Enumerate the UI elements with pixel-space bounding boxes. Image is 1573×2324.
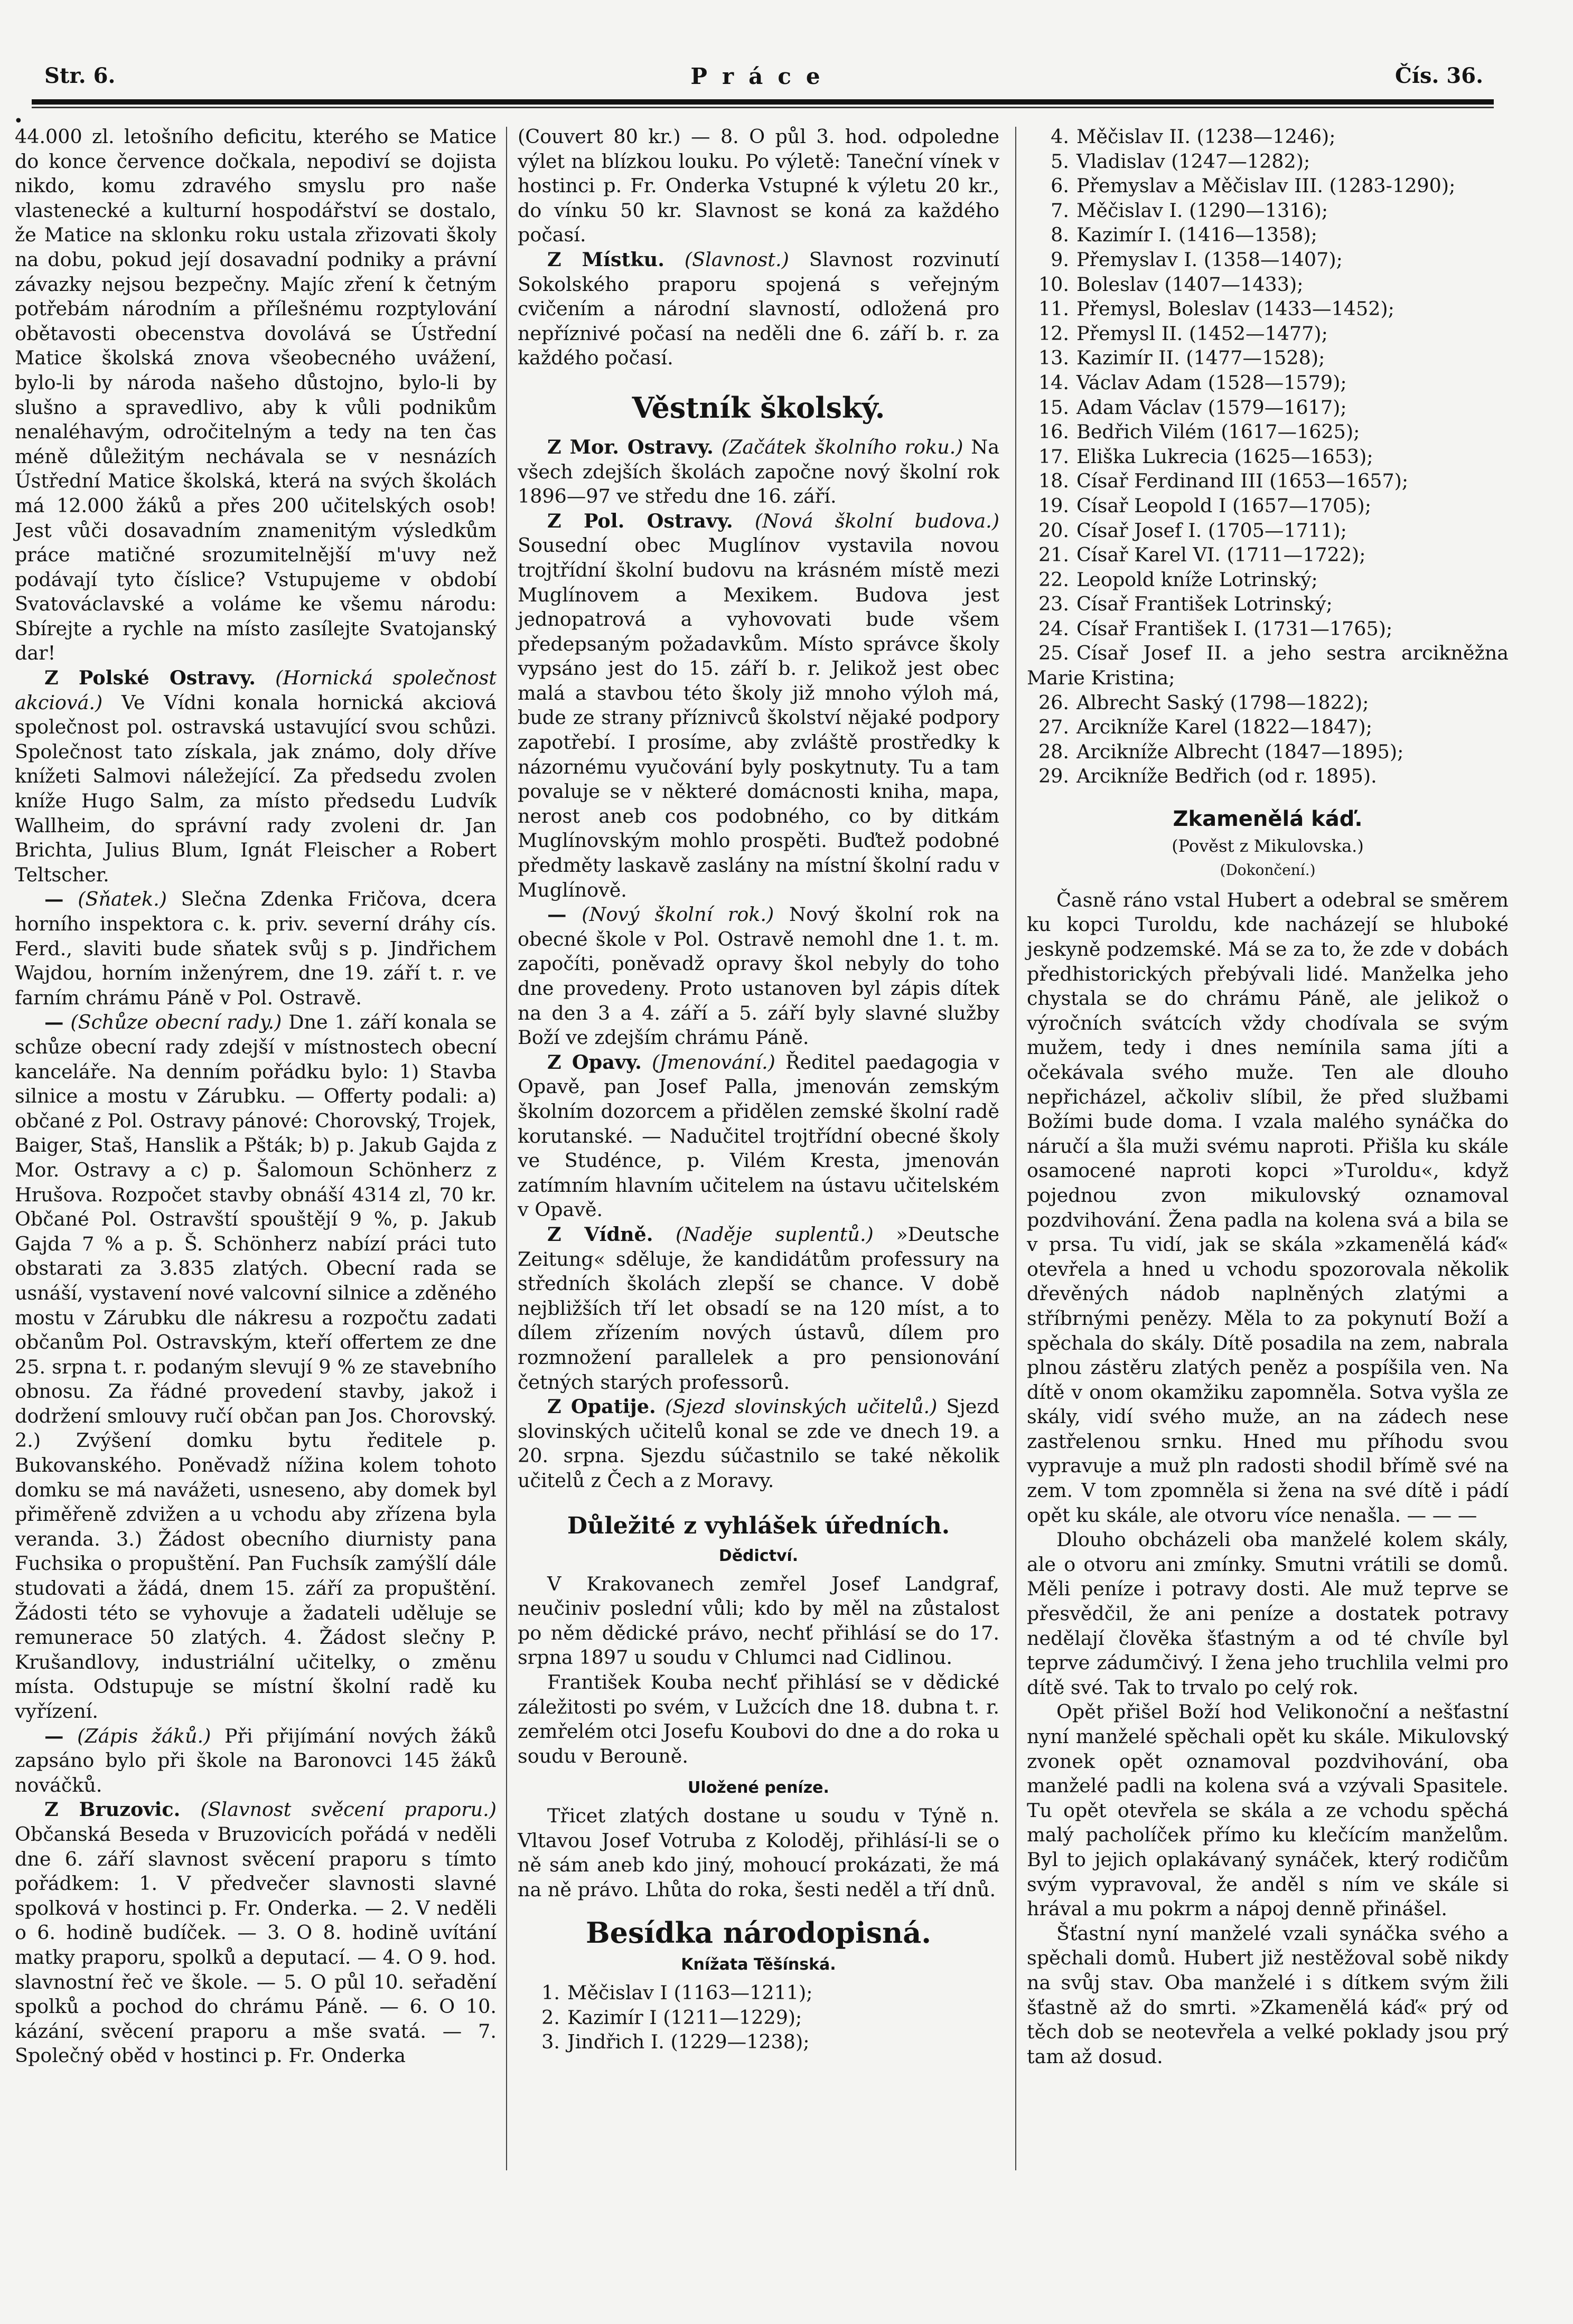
article-text: František Kouba nechť přihlásí se v dědické záležitosti po svém, v Lužcích dne 18. dubna t. r. zemřelém otci Josefu Koubovi do dne a do roka u soudu v Berouně. (518, 1671, 999, 1767)
ruler-name: Albrecht Saský (1798—1822); (1076, 691, 1369, 714)
article-text: Slečna Zdenka Fričova, dcera horního inspektora c. k. priv. severní dráhy cís. Ferd., slaviti bude sňatek svůj s p. Jindřichem Wajdou, horním inženýrem, dne 19. září t. r. ve farním chrámu Páně v Pol. Ostravě. (15, 888, 497, 1009)
ruler-number: 29. (1038, 765, 1069, 788)
ruler-number: 6. (1051, 174, 1069, 197)
article-paragraph (15, 666, 497, 887)
column-3 (1027, 125, 1509, 2069)
ruler-number: 8. (1051, 223, 1069, 247)
article-text: Sjezd slovinských učitelů konal se zde ve dnech 19. a 20. srpna. Sjezdu súčastnilo se také několik učitelů z Čech a z Moravy. (518, 1395, 999, 1492)
article-paragraph (1027, 1700, 1509, 1921)
ruler-entry (1027, 248, 1509, 272)
ruler-entry (1027, 469, 1509, 494)
article-paragraph (518, 1050, 999, 1222)
article-paragraph (1027, 1922, 1509, 2069)
ruler-name: Adam Václav (1579—1617); (1076, 396, 1347, 419)
ruler-number: 26. (1038, 691, 1069, 714)
ruler-entry (1027, 445, 1509, 469)
article-paragraph (518, 902, 999, 1050)
article-topic: (Jmenování.) (651, 1050, 775, 1074)
article-paragraph (518, 1670, 999, 1768)
ruler-entry (1027, 691, 1509, 716)
dukes-subheading: Knížata Těšínská. (681, 1955, 836, 1974)
article-text: »Deutsche Zeitung« sděluje, že kandidátům professury na středních školách zlepší se chance. V době nejbližších tří let obsadí se na 120 míst, a to dílem zřízením nových ústavů, dílem pro rozmnožení parallelek a pro pensionování četných starých professorů. (518, 1222, 999, 1394)
ruler-entry (1027, 420, 1509, 445)
issue-number: Čís. 36. (1395, 63, 1483, 88)
ruler-number: 2. (541, 2006, 560, 2029)
ruler-name: Císař Josef II. a jeho sestra arcikněžna Marie Kristina; (1027, 642, 1509, 690)
ruler-entry (1027, 272, 1509, 297)
ruler-name: Přemyslav a Měčislav III. (1283-1290); (1076, 174, 1456, 197)
ruler-number: 14. (1038, 371, 1069, 394)
column-2 (518, 125, 999, 2055)
tale-title: Zkamenělá káď. (1173, 807, 1363, 832)
ruler-name: Arcikníže Bedřich (od r. 1895). (1076, 765, 1377, 788)
ruler-number: 5. (1051, 149, 1069, 173)
ruler-name: Přemysl, Boleslav (1433—1452); (1076, 297, 1394, 321)
ruler-entry (1027, 617, 1509, 642)
article-paragraph (1027, 1528, 1509, 1700)
dot-mark: • (14, 112, 23, 130)
ruler-entry (1027, 199, 1509, 223)
ruler-entry (518, 1981, 999, 2006)
ruler-name: Kazimír II. (1477—1528); (1076, 346, 1325, 370)
ruler-number: 28. (1038, 740, 1069, 763)
page-number: Str. 6. (44, 63, 116, 88)
ruler-entry (1027, 740, 1509, 765)
ruler-name: Měčislav I. (1290—1316); (1076, 199, 1328, 222)
ruler-entry (1027, 568, 1509, 592)
ruler-entry (1027, 149, 1509, 174)
place-heading: Z Mor. Ostravy. (547, 435, 714, 458)
place-heading: — (44, 888, 64, 911)
ruler-number: 17. (1038, 445, 1069, 468)
ruler-entry (1027, 641, 1509, 690)
tale-note: (Dokončení.) (1220, 861, 1316, 879)
article-paragraph (518, 509, 999, 903)
article-text: Opět přišel Boží hod Velikonoční a nešťastní nyní manželé spěchali opět ku skále. Mikulovský zvonek opět oznamoval pozdvihování, oba manželé padli na kolena svá a vzývali Spasitele. Tu opět otevřela se skála a ze vchodu spěchá malý pacholíček přímo ku klečícím manželům. Byl to jejich oplakávaný synáček, který rodičům svým vypravoval, že anděl s ním ve skále si hrával a mu pokrm a nápoj denně přinášel. (1027, 1700, 1509, 1921)
ruler-name: Bedřich Vilém (1617—1625); (1076, 420, 1360, 444)
ruler-entry (1027, 322, 1509, 346)
ruler-name: Přemysl II. (1452—1477); (1076, 322, 1328, 345)
ruler-number: 20. (1038, 519, 1069, 542)
place-heading: — (44, 1011, 64, 1034)
ruler-number: 22. (1038, 568, 1069, 591)
school-bulletin (518, 435, 999, 1493)
article-text: (Couvert 80 kr.) — 8. O půl 3. hod. odpoledne výlet na blízkou louku. Po výletě: Taneční vínek v hostinci p. Fr. Onderka Vstupné k výletu 20 kr., do vínku 50 kr. Slavnost se koná za každého počasí. (518, 125, 999, 247)
article-topic: (Nová školní budova.) (754, 509, 999, 532)
article-text: Dne 1. září konala se schůze obecní rady zdejší v místnostech obecní kanceláře. Na denním pořádku bylo: 1) Stavba silnice a mostu v Zárubku. — Offerty podali: a) občané z Pol. Ostravy pánové: Chorovský, Trojek, Baiger, Staš, Hanslik a Pšták; b) p. Jakub Gajda z Mor. Ostravy a c) p. Šalomoun Schönherz z Hrušova. Rozpočet stavby obnáší 4314 zl, 70 kr. Občané Pol. Ostravští spouštějí 9 %, p. Jakub Gajda 7 % a p. Š. Schönherz nabízí práci tuto obstarati za 3.835 zlatých. Obecní rada se usnáší, vystavení nové valcovní silnice a zděného mostu v Zárubku dle nákresu a rozpočtu zadati občanům Pol. Ostravským, kteří offertem ze dne 25. srpna t. r. podaným slevují 9 % ze stavebního obnosu. Za řádné provedení stavby, jakož i dodržení smlouvy ručí občan pan Jos. Chorovský. 2.) Zvýšení domku bytu ředitele p. Bukovanského. Poněvadž nížina kolem tohoto domku se má navážeti, usneseno, aby domek byl přiměřeně zdvižen a u vchodu aby zřízena byla veranda. 3.) Žádost obecního diurnisty pana Fuchsika o propuštění. Pan Fuchsík zamýšlí dále studovati a žádá, dnem 15. září za propuštění. Žádosti této se vyhovuje a žadateli uděluje se remunerace 50 zlatých. 4. Žádost slečny P. Krušandlovy, industriální učitelky, o změnu místa. Odstupuje se místní školní radě ku vyřízení. (15, 1011, 497, 1723)
ruler-number: 11. (1038, 297, 1069, 321)
column-divider-1 (506, 127, 507, 2170)
ruler-entry (1027, 543, 1509, 568)
place-heading: Z Bruzovic. (44, 1798, 181, 1821)
ruler-number: 9. (1051, 248, 1069, 271)
inheritance-subheading: Dědictví. (718, 1547, 799, 1566)
ruler-entry (1027, 297, 1509, 322)
ruler-number: 19. (1038, 494, 1069, 517)
ruler-entry (518, 2030, 999, 2055)
article-text: Občanská Beseda v Bruzovicích pořádá v neděli dne 6. září slavnost svěcení praporu s tímto pořádkem: 1. V předvečer slavnosti slavné spolková v hostinci p. Fr. Onderka. — 2. V neděli o 6. hodině budíček. — 3. O 8. hodině uvítání matky praporu, spolků a deputací. — 4. O 9. hod. slavnostní řeč ve škole. — 5. O půl 10. seřadění spolků a pochod do chrámu Páně. — 6. O 10. kázání, svěcení praporu a mše svatá. — 7. Společný oběd v hostinci p. Fr. Onderka (15, 1822, 497, 2067)
ruler-name: Císař František Lotrinský; (1076, 592, 1333, 616)
article-topic: (Nový školní rok.) (582, 903, 774, 926)
article-paragraph (518, 435, 999, 509)
article-topic: (Sjezd slovinských učitelů.) (664, 1395, 938, 1418)
place-heading: — (547, 903, 567, 926)
ruler-number: 27. (1038, 716, 1069, 739)
article-paragraph (15, 125, 497, 666)
article-paragraph (15, 1798, 497, 2068)
ruler-name: Arcikníže Albrecht (1847—1895); (1076, 740, 1404, 763)
rulers-list-continued (1027, 125, 1509, 789)
deposited-money-subheading: Uložené peníze. (688, 1779, 829, 1798)
article-text: Ředitel paedagogia v Opavě, pan Josef Palla, jmenován zemským školním dozorcem a přidělen zemské školní radě korutanské. — Nadučitel trojtřídní obecné školy ve Studénce, p. Vilém Kresta, jmenován zatímním hlavním učitelem na ústavu učitelském v Opavě. (518, 1050, 999, 1221)
ruler-name: Přemyslav I. (1358—1407); (1076, 248, 1343, 271)
ruler-name: Leopold kníže Lotrinský; (1076, 568, 1318, 591)
ruler-name: Měčislav I (1163—1211); (567, 1981, 813, 2004)
ruler-name: Kazimír I (1211—1229); (567, 2006, 802, 2029)
tale-subtitle: (Pověst z Mikulovska.) (1172, 835, 1364, 856)
ruler-name: Boleslav (1407—1433); (1076, 272, 1304, 296)
ruler-number: 21. (1038, 543, 1069, 567)
place-heading: Z Opavy. (547, 1050, 642, 1074)
ruler-number: 7. (1051, 199, 1069, 222)
ruler-entry (1027, 519, 1509, 543)
place-heading: Z Opatije. (547, 1395, 656, 1418)
rulers-list-start (518, 1981, 999, 2055)
ruler-entry (1027, 764, 1509, 789)
article-text: Třicet zlatých dostane u soudu v Týně n. Vltavou Josef Votruba z Koloděj, přihlásí-li se o ně sám aneb kdo jiný, mohoucí prokázati, že má na ně právo. Lhůta do roka, šesti neděl a tří dnů. (518, 1804, 999, 1901)
ruler-number: 23. (1038, 592, 1069, 616)
ruler-number: 10. (1038, 272, 1069, 296)
article-topic: (Slavnost svěcení praporu.) (200, 1798, 497, 1821)
article-topic: (Začátek školního roku.) (721, 435, 963, 458)
ruler-number: 25. (1038, 642, 1069, 665)
ruler-number: 4. (1051, 125, 1069, 148)
ruler-number: 16. (1038, 420, 1069, 444)
article-topic: (Slavnost.) (684, 248, 789, 271)
ruler-entry (1027, 125, 1509, 149)
ruler-number: 18. (1038, 469, 1069, 493)
article-text: Při přijímání nových žáků zapsáno bylo při škole na Baronovci 145 žáků nováčků. (15, 1724, 497, 1796)
place-heading: Z Vídně. (547, 1222, 653, 1246)
column-divider-2 (1015, 127, 1016, 2170)
article-topic: (Hornická společnost akciová.) (15, 666, 497, 714)
ruler-name: Václav Adam (1528—1579); (1076, 371, 1347, 394)
ruler-name: Císař Karel VI. (1711—1722); (1076, 543, 1366, 567)
article-text: Časně ráno vstal Hubert a odebral se směrem ku kopci Turoldu, kde nacházejí se hluboké jeskyně podzemské. Má se za to, že zde v dobách předhistorických přebývali lidé. Manželka jeho chystala se do chrámu Páně, ale jelikož o výročních svátcích vždy chodívala se svým mužem, tedy i dnes nemínila sama jíti a očekávala svého muže. Ten ale dlouho nepřicházel, ačkoliv slíbil, že před službami Božími bude doma. I vzala malého synáčka do náručí a šla muži svému naproti. Přišla ku skále osamocené naproti kopci »Turoldu«, když pojednou zvon mikulovský oznamoval pozdvihování. Žena padla na kolena svá a bila se v prsa. Tu vidí, jak se skála »zkamenělá káď« otevřela a hned u vchodu spozorovala několik dřevěných nádob naplněných zlatými a stříbrnými penězy. Měla to za pokynutí Boží a spěchala do skály. Dítě posadila na zem, nabrala plnou zástěru zlatých peněz a pospíšila ven. Na dítě v onom okamžiku zapomněla. Sotva vyšla ze skály, vidí svého muže, an na zádech nese zastřelenou srnku. Hned mu příhodu svou vypravuje a muž pln radosti shodil břímě své na zem. V tom zpomněla si žena na své dítě i pádí opět ku skále, ale otvoru více nenašla. — — — (1027, 888, 1509, 1527)
header-rule (32, 99, 1494, 105)
school-bulletin-heading: Věstník školský. (632, 390, 885, 425)
ruler-name: Měčislav II. (1238—1246); (1076, 125, 1336, 148)
article-paragraph (518, 1572, 999, 1670)
article-text: Šťastní nyní manželé vzali synáčka svého a spěchali domů. Hubert již nestěžoval sobě nikdy na svůj stav. Oba manželé i s dítkem svým žili šťastně až do smrti. »Zkamenělá káď« prý od těch dob se neotevřela a velké poklady jsou prý tam až dosud. (1027, 1922, 1509, 2068)
ruler-name: Eliška Lukrecia (1625—1653); (1076, 445, 1373, 468)
ruler-entry (518, 2006, 999, 2030)
article-topic: (Naděje suplentů.) (676, 1222, 874, 1246)
ruler-name: Císař Ferdinand III (1653—1657); (1076, 469, 1409, 493)
article-paragraph (518, 1804, 999, 1902)
article-text: V Krakovanech zemřel Josef Landgraf, neučiniv poslední vůli; kdo by měl na zůstalost po něm dědické právo, nechť přihlásí se do 17. srpna 1897 u soudu v Chlumci nad Cidlinou. (518, 1572, 999, 1669)
official-notices-heading: Důležité z vyhlášek úředních. (567, 1512, 950, 1540)
deposited-money-notices (518, 1804, 999, 1902)
ruler-number: 1. (541, 1981, 560, 2004)
article-topic: (Sňatek.) (78, 888, 167, 911)
article-text: Ve Vídni konala hornická akciová společnost pol. ostravská ustavující svou schůzi. Společnost tato získala, jak známo, doly dříve knížeti Salmovi náležející. Za předsedu zvolen kníže Hugo Salm, za místo předsedu Ludvík Wallheim, do správní rady zvoleni dr. Jan Brichta, Julius Blum, Ignát Fleischer a Robert Teltscher. (15, 691, 497, 886)
page-header (37, 63, 1488, 100)
article-topic: (Schůze obecní rady.) (70, 1011, 282, 1034)
ruler-entry (1027, 223, 1509, 248)
header-rule-thin (32, 107, 1494, 108)
article-paragraph (15, 1724, 497, 1798)
ruler-number: 15. (1038, 396, 1069, 419)
place-heading: — (44, 1724, 64, 1747)
ruler-name: Císař Leopold I (1657—1705); (1076, 494, 1372, 517)
ruler-name: Arcikníže Karel (1822—1847); (1076, 716, 1373, 739)
tale-text (1027, 888, 1509, 2069)
article-text: Nový školní rok na obecné škole v Pol. Ostravě nemohl dne 1. t. m. započíti, poněvadž opravy škol nebyly do toho dne provedeny. Proto ustanoven byl zápis dítek na den 3 a 4. září a 5. září byly slavné služby Boží ve zdejším chrámu Páně. (518, 903, 999, 1049)
article-paragraph (1027, 888, 1509, 1528)
ruler-entry (1027, 715, 1509, 740)
article-text: Slavnost rozvinutí Sokolského praporu spojená s veřejným cvičením a národní slavností, odložená pro nepříznivé počasí na neděli dne 6. září b. r. za každého počasí. (518, 248, 999, 370)
article-paragraph (15, 1010, 497, 1724)
ruler-entry (1027, 396, 1509, 420)
ruler-entry (1027, 494, 1509, 519)
place-heading: Z Pol. Ostravy. (547, 509, 733, 532)
ruler-entry (1027, 592, 1509, 617)
ruler-number: 3. (541, 2030, 560, 2054)
ruler-name: Kazimír I. (1416—1358); (1076, 223, 1317, 247)
newspaper-title: Práce (690, 63, 835, 89)
article-paragraph (518, 248, 999, 371)
article-paragraph (518, 125, 999, 248)
ruler-number: 13. (1038, 346, 1069, 370)
article-text: Na všech zdejších školách započne nový školní rok 1896—97 ve středu dne 16. září. (518, 435, 999, 508)
article-paragraph (15, 887, 497, 1010)
ruler-entry (1027, 346, 1509, 371)
ruler-name: Jindřich I. (1229—1238); (567, 2030, 810, 2054)
ruler-name: Císař Josef I. (1705—1711); (1076, 519, 1347, 542)
article-topic: (Zápis žáků.) (77, 1724, 211, 1747)
ethnography-heading: Besídka národopisná. (585, 1916, 932, 1950)
place-heading: Z Polské Ostravy. (44, 666, 256, 690)
article-text: Sousední obec Muglínov vystavila novou trojtřídní školní budovu na krásném místě mezi Muglínovem a Mexikem. Budova jest jednopatrová a vyhovovati bude všem předepsaným požadavkům. Místo správce školy vypsáno jest do 15. září b. r. Jelikož jest obec malá a stavbou této školy již mnoho výloh má, bude ze strany příznivců školství nějaké podpory zapotřebí. I prosíme, aby zvláště prostředky k názornému vyučování byly poskytnuty. Tu a tam povaluje se v některé domácnosti kniha, mapa, nerost aneb cos podobného, co by ditkám Muglínovským mohlo prospěti. Buďtež podobné předměty laskavě zaslány na místní školní radu v Muglínově. (518, 534, 999, 901)
column-1 (15, 125, 497, 2068)
ruler-name: Vladislav (1247—1282); (1076, 149, 1310, 173)
ruler-entry (1027, 371, 1509, 396)
place-heading: Z Místku. (547, 248, 664, 271)
event-notices (518, 125, 999, 371)
article-paragraph (518, 1222, 999, 1395)
inheritance-notices (518, 1572, 999, 1769)
ruler-entry (1027, 174, 1509, 199)
ruler-number: 24. (1038, 617, 1069, 640)
ruler-number: 12. (1038, 322, 1069, 345)
article-paragraph (518, 1395, 999, 1493)
article-text: 44.000 zl. letošního deficitu, kterého se Matice do konce července dočkala, nepodiví se dojista nikdo, komu zdravého smyslu pro naše vlastenecké a kulturní hospodářství se dostalo, že Matice na sklonku roku ustala zřizovati školy na dobu, pokud její dosavadní podniky a právní závazky nejsou bezpečny. Majíc zření k četným potřebám národním a přílešnému rozptylování obětavosti obecenstva dovolává se Ústřední Matice školská znova všeobecného uvážení, bylo-li by národa našeho důstojno, bylo-li by slušno a spravedlivo, aby k vůli podnikům nenaléhavým, odročitelným a tedy na ten čas méně důležitým nechávala se v nesnázích Ústřední Matice školská, která na svých školách má 12.000 žáků a přes 200 učitelských osob! Jest vůči dosavadním znamenitým výsledkům práce matičné srozumitelnější m'uvy než podávají tyto číslice? Vstupujeme v období Svatováclavské a voláme ke všemu národu: Sbírejte a rychle na místo zasílejte Svatojanský dar! (15, 125, 497, 665)
ruler-name: Císař František I. (1731—1765); (1076, 617, 1393, 640)
article-text: Dlouho obcházeli oba manželé kolem skály, ale o otvoru ani zmínky. Smutni vrátili se domů. Měli peníze i potravy dosti. Ale muž teprve se přesvědčil, že ani peníze a dostatek potravy nedělají člověka šťastným a od té chvíle byl teprve zádumčivý. I žena jeho truchlila velmi pro dítě své. Tak to trvalo po celý rok. (1027, 1528, 1509, 1699)
